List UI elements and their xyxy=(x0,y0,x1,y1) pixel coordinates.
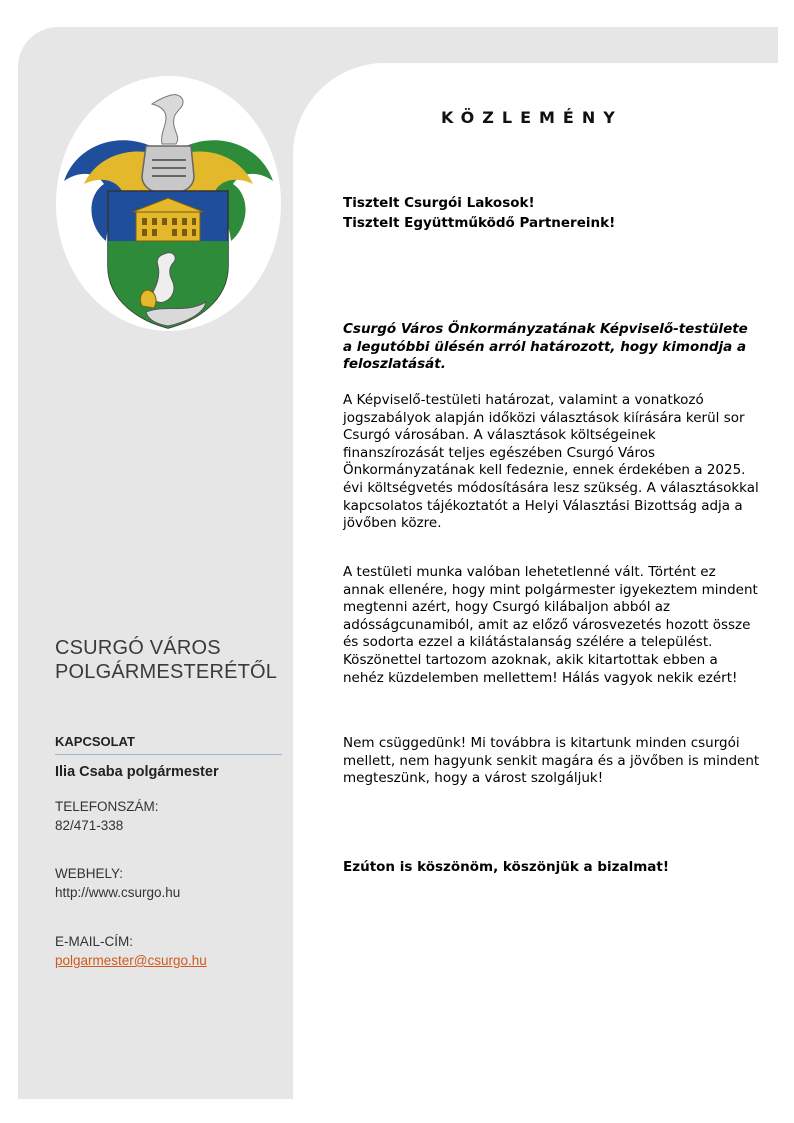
lead-paragraph: Csurgó Város Önkormányzatának Képviselő-testülete a legutóbbi ülésén arról határozott, hogy kimondja a feloszlatását. xyxy=(343,321,748,373)
contact-heading: KAPCSOLAT xyxy=(55,734,282,755)
contact-name: Ilia Csaba polgármester xyxy=(55,764,219,780)
sender-title xyxy=(55,636,285,684)
paragraph-3: Nem csüggedünk! Mi továbbra is kitartunk minden csurgói mellett, nem hagyunk senkit magára és a jövőben is mindent megteszünk, hogy a várost szolgáljuk! xyxy=(343,735,760,787)
closing-line: Ezúton is köszönöm, köszönjük a bizalmat! xyxy=(343,859,669,875)
email-link[interactable]: polgarmester@csurgo.hu xyxy=(55,953,207,968)
coat-of-arms-icon xyxy=(56,76,281,331)
sender-title-line2: POLGÁRMESTERÉTŐL xyxy=(55,661,278,683)
phone-value: 82/471-338 xyxy=(55,818,124,833)
salutation-line1: Tisztelt Csurgói Lakosok! xyxy=(343,195,535,211)
document-title: KÖZLEMÉNY xyxy=(441,108,623,127)
phone-label: TELEFONSZÁM: xyxy=(55,799,159,814)
paragraph-2: A testületi munka valóban lehetetlenné vált. Történt ez annak ellenére, hogy mint polgármester igyekeztem mindent megtenni azért, hogy Csurgó kilábaljon abból az adósságcunamiból, amit az előző városvezetés hozott össze és sodorta ezzel a kilátástalanság szélére a települést. Köszönettel tartozom azoknak, akik kitartottak ebben a nehéz küzdelemben mellettem! Hálás vagyok nekik ezért! xyxy=(343,564,758,686)
paragraph-1: A Képviselő-testületi határozat, valamint a vonatkozó jogszabályok alapján időközi választások kiírására kerül sor Csurgó városában. A választások költségeinek finanszírozását teljes egészében Csurgó Város Önkormányzatának kell fedeznie, ennek érdekében a 2025. évi költségvetés módosítására lesz szükség. A választásokkal kapcsolatos tájékoztatót a Helyi Választási Bizottság adja a jövőben közre. xyxy=(343,392,759,532)
email-label: E-MAIL-CÍM: xyxy=(55,934,134,949)
web-value[interactable]: http://www.csurgo.hu xyxy=(55,885,181,900)
salutation xyxy=(343,193,763,233)
web-label: WEBHELY: xyxy=(55,866,124,881)
email-link-container xyxy=(55,953,207,968)
sender-title-line1: CSURGÓ VÁROS xyxy=(55,637,221,659)
salutation-line2: Tisztelt Együttműködő Partnereink! xyxy=(343,215,616,231)
